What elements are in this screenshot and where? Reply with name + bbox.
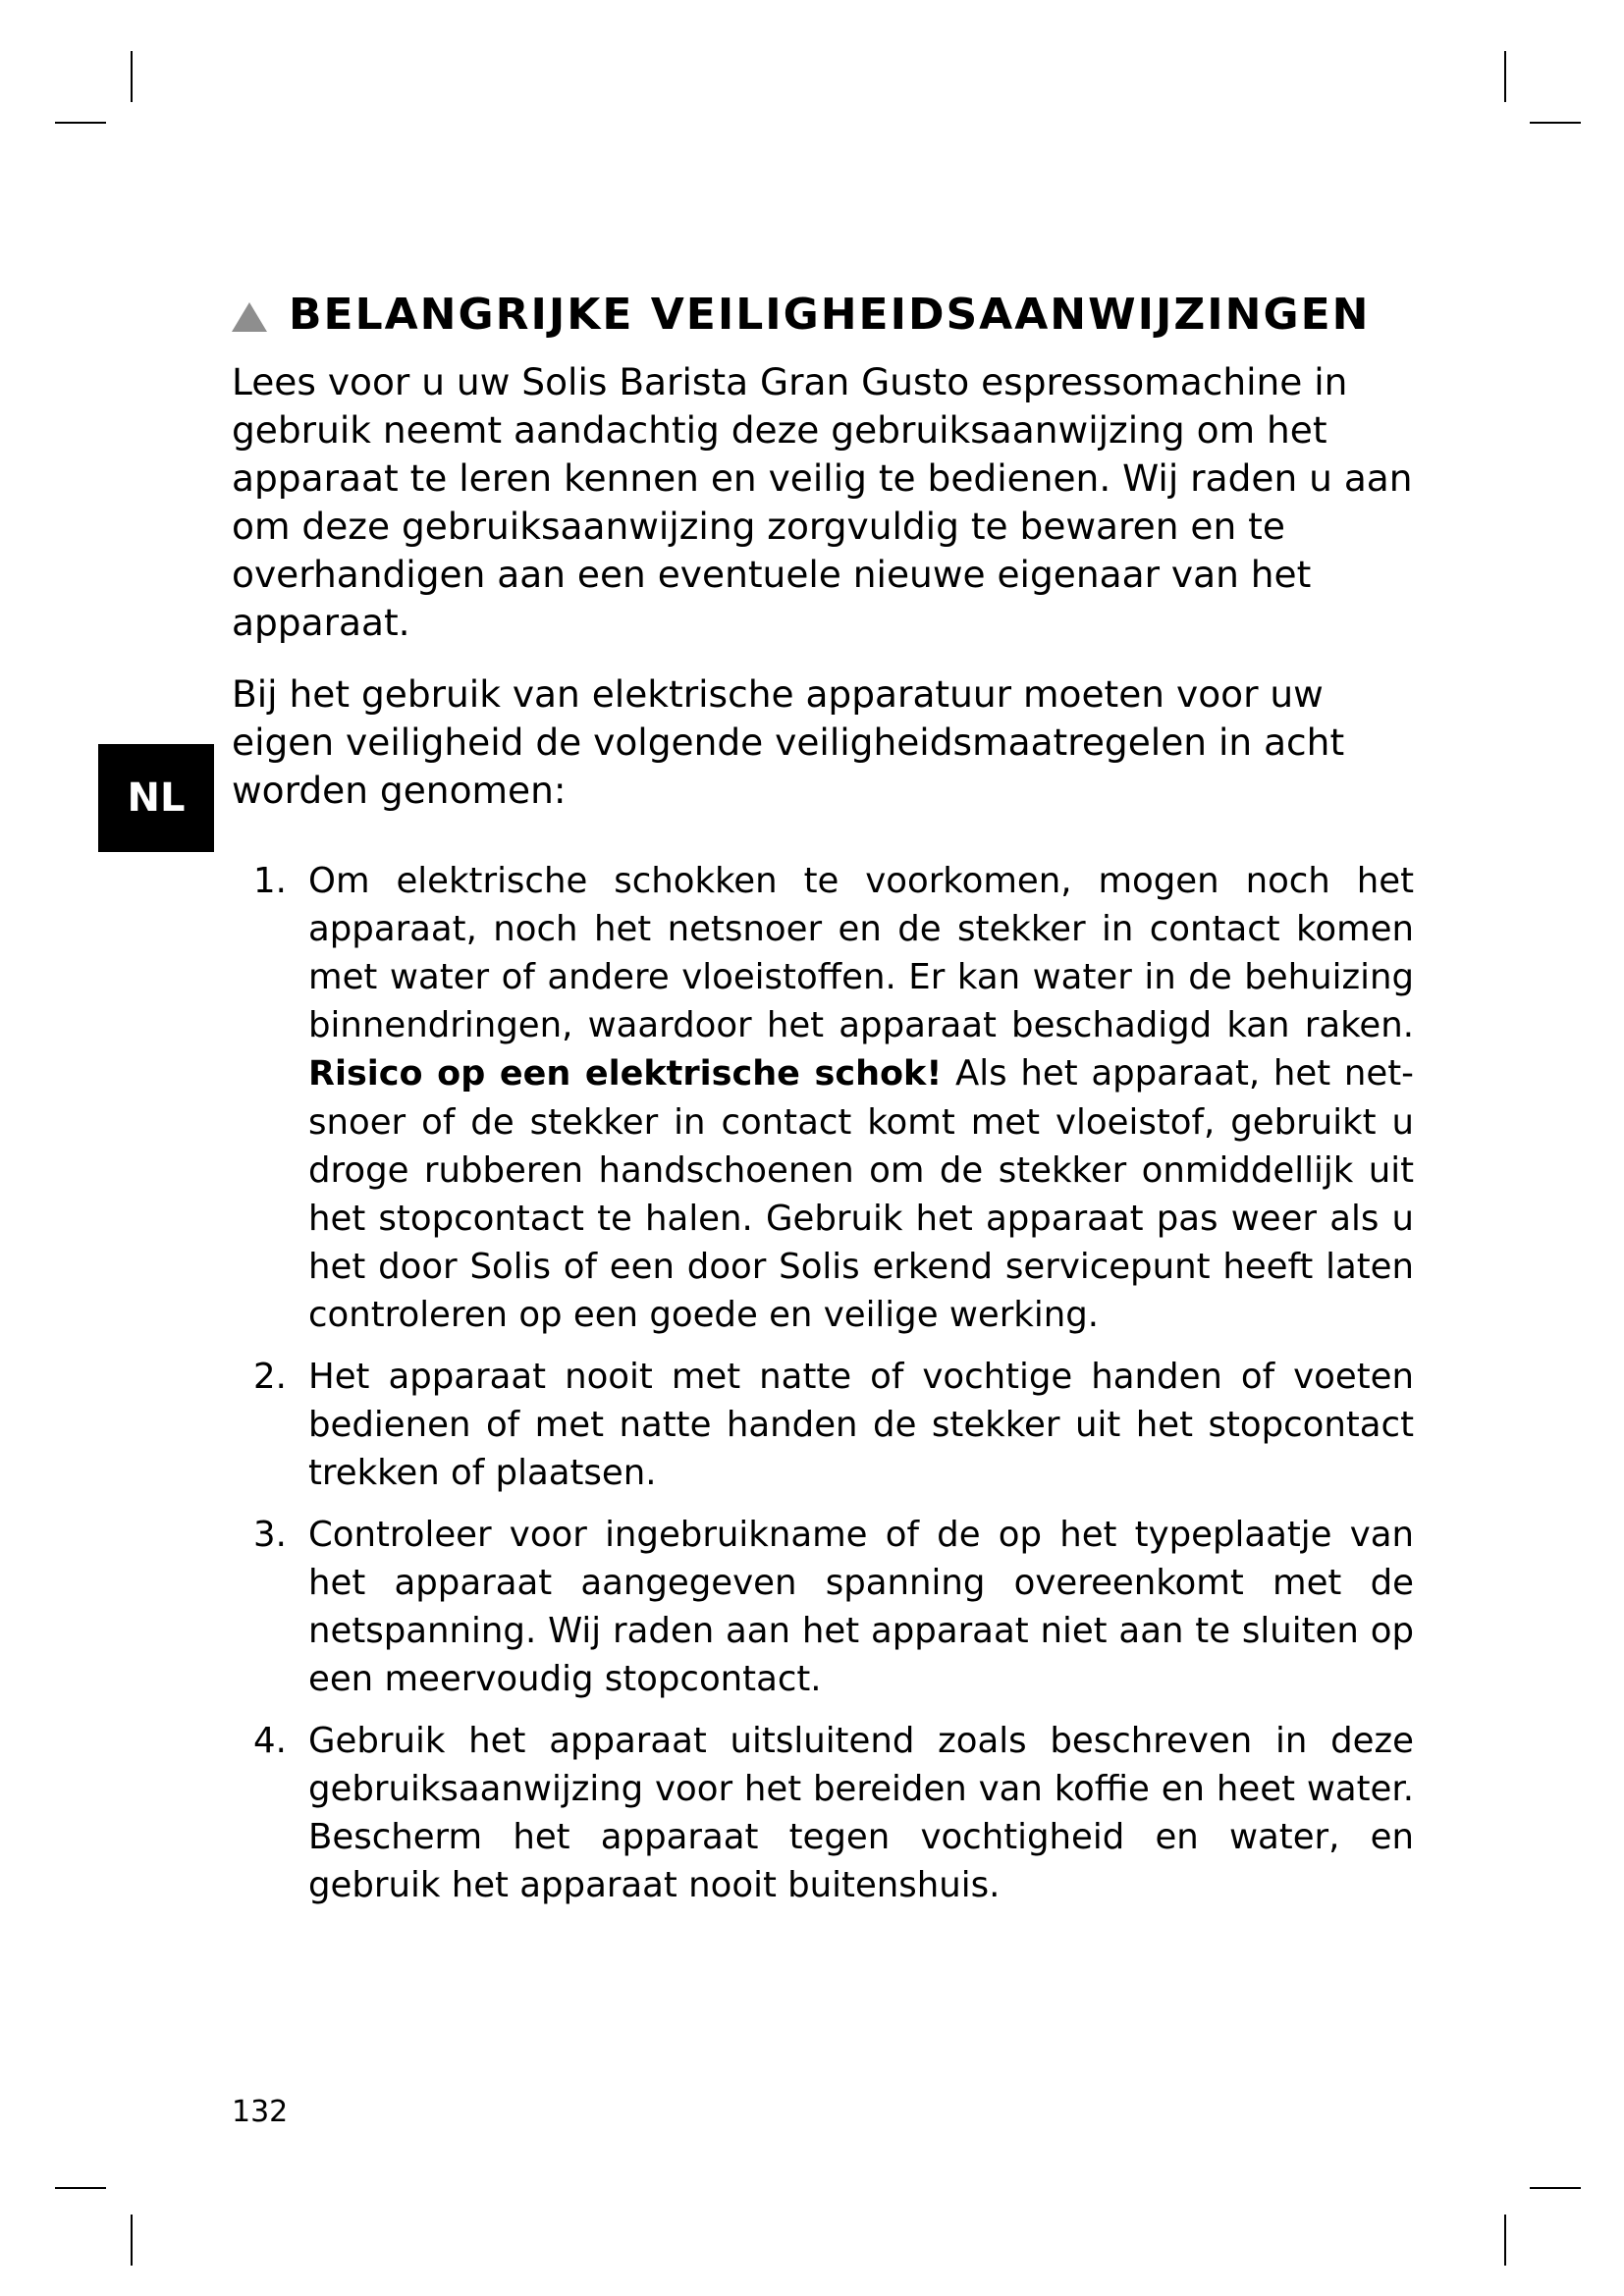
intro-paragraph-1: Lees voor u uw Solis Barista Gran Gusto espressomachine in gebruik neemt aandachtig deze gebruiksaanwijzing om het apparaat te leren kennen en veilig te bedienen. Wij raden u aan om deze gebruiksaanwijzing zorgvuldig te bewaren en te overhandigen aan een eventuele nieuwe eigenaar van het apparaat. (232, 360, 1413, 644)
warning-triangle-icon (232, 302, 267, 332)
list-item-number: 4. (253, 1721, 287, 1761)
list-item (253, 1717, 1414, 1909)
crop-mark-bottom-right-horizontal (1530, 2187, 1581, 2189)
shock-warning: Risico op een elektrische schok! (308, 1054, 943, 1094)
list-item-number: 3. (253, 1515, 287, 1555)
list-item-number: 1. (253, 861, 287, 901)
crop-mark-top-right-horizontal (1530, 122, 1581, 124)
intro-paragraph-2: Bij het gebruik van elektrische apparatuur moeten voor uw eigen veiligheid de volgende veiligheidsmaatregelen in acht worden genomen: (232, 672, 1345, 812)
list-item (253, 1511, 1414, 1703)
list-item-text: Gebruik het apparaat uitsluitend zoals beschreven in deze gebruiksaanwijzing voor het bereiden van koffie en heet water. Bescherm het apparaat tegen vochtigheid en water, en gebruik het apparaat nooit buitenshuis. (308, 1721, 1414, 1905)
list-item-text: Controleer voor ingebruikname of de op het typeplaatje van het apparaat aangegeven spanning overeenkomt met de netspanning. Wij raden aan het apparaat niet aan te sluiten op een meervoudig stopcontact. (308, 1515, 1414, 1699)
crop-mark-bottom-left-vertical (131, 2215, 133, 2266)
crop-mark-top-right-vertical (1504, 51, 1506, 102)
list-item-number: 2. (253, 1357, 287, 1397)
crop-mark-top-left-horizontal (55, 122, 106, 124)
list-item (253, 857, 1414, 1339)
safety-instructions-list (253, 857, 1414, 1923)
list-item-text (308, 857, 1414, 1339)
list-item-text-before: Om elektrische schokken te voorkomen, mogen noch het apparaat, noch het netsnoer en de stekker in contact komen met water of andere vloeistoffen. Er kan water in de behuizing binnendringen, waardoor het apparaat beschadigd kan raken. (308, 861, 1414, 1045)
list-item-text-after: Als het apparaat, het net-snoer of de stekker in contact komt met vloeistof, gebruikt u droge rubberen handschoenen om de stekker onmiddellijk uit het stopcontact te halen. Gebruik het apparaat pas weer als u het door Solis of een door Solis erkend servicepunt heeft laten controleren op een goede en veilige werking. (308, 1053, 1414, 1335)
crop-mark-bottom-left-horizontal (55, 2187, 106, 2189)
crop-mark-top-left-vertical (131, 51, 133, 102)
language-tab: NL (98, 744, 214, 852)
section-title: BELANGRIJKE VEILIGHEIDSAANWIJZINGEN (289, 290, 1371, 341)
list-item (253, 1353, 1414, 1497)
section-heading (232, 290, 1410, 340)
list-item-text: Het apparaat nooit met natte of vochtige handen of voeten bedienen of met natte handen de stekker uit het stopcontact trekken of plaatsen. (308, 1357, 1414, 1493)
page-number: 132 (232, 2095, 289, 2129)
crop-mark-bottom-right-vertical (1504, 2215, 1506, 2266)
